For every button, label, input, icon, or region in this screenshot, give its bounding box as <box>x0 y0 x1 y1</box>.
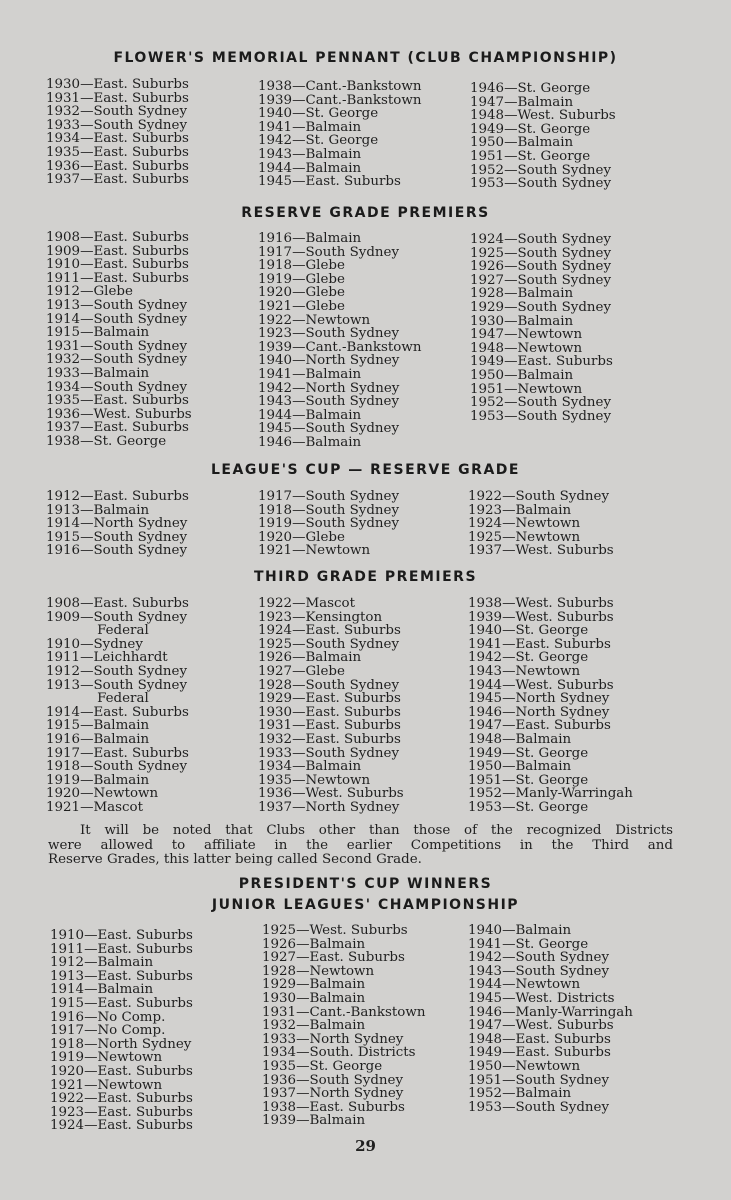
result-entry: 1935—East. Suburbs <box>46 144 189 160</box>
result-entry: 1948—West. Suburbs <box>470 108 616 124</box>
result-entry: 1948—Balmain <box>468 731 572 747</box>
result-entry: 1953—South Sydney <box>470 176 612 192</box>
result-entry: 1922—East. Suburbs <box>50 1091 193 1107</box>
result-entry: 1919—Glebe <box>258 271 345 287</box>
column-leagues-cup-2 <box>258 490 399 558</box>
result-entry: 1909—South Sydney <box>46 609 188 625</box>
result-entry: 1947—East. Suburbs <box>468 718 611 734</box>
result-entry: 1942—South Sydney <box>468 950 610 966</box>
result-entry: 1916—Balmain <box>258 231 362 246</box>
result-entry: 1941—Balmain <box>258 119 362 135</box>
result-entry: 1938—St. George <box>46 433 167 449</box>
result-entry: 1953—St. George <box>468 799 589 815</box>
result-entry: 1924—South Sydney <box>470 232 612 247</box>
result-entry: 1949—St. George <box>470 121 591 137</box>
result-entry: 1922—South Sydney <box>468 489 610 504</box>
column-third-grade-3 <box>468 597 633 815</box>
result-entry: 1952—South Sydney <box>470 162 612 178</box>
result-entry: 1942—North Sydney <box>258 380 400 396</box>
result-entry: 1942—St. George <box>468 650 589 666</box>
result-entry: 1939—Cant.-Bankstown <box>258 92 422 108</box>
result-entry: 1919—Balmain <box>46 772 150 788</box>
result-entry: 1948—East. Suburbs <box>468 1031 611 1047</box>
result-entry: 1949—East. Suburbs <box>470 354 613 370</box>
result-entry: 1918—South Sydney <box>258 502 400 518</box>
result-entry: 1935—St. George <box>262 1058 383 1074</box>
result-entry: 1951—South Sydney <box>468 1072 610 1088</box>
result-entry: 1937—North Sydney <box>258 799 400 815</box>
result-entry: 1945—North Sydney <box>468 691 610 707</box>
result-entry: 1947—West. Suburbs <box>468 1018 614 1034</box>
result-entry: 1923—South Sydney <box>258 326 400 342</box>
column-reserve-grade-3 <box>470 233 613 423</box>
section-heading-third-grade-premiers: THIRD GRADE PREMIERS <box>253 569 478 585</box>
result-entry: 1916—Balmain <box>46 731 150 747</box>
result-entry: 1945—South Sydney <box>258 421 400 437</box>
result-entry: 1943—Balmain <box>258 146 362 162</box>
result-entry: 1930—Balmain <box>470 313 574 329</box>
result-entry: 1920—Newtown <box>46 786 159 802</box>
result-entry: 1931—East. Suburbs <box>258 718 401 734</box>
result-entry: 1908—East. Suburbs <box>46 596 189 611</box>
result-entry: 1940—Balmain <box>468 923 572 938</box>
result-entry: 1925—South Sydney <box>258 636 400 652</box>
result-entry: 1912—South Sydney <box>46 663 188 679</box>
page-number: 29 <box>355 1137 376 1155</box>
column-third-grade-1 <box>46 597 189 815</box>
result-entry: 1935—East. Suburbs <box>46 393 189 409</box>
result-entry: 1943—Newtown <box>468 663 581 679</box>
result-entry: 1908—East. Suburbs <box>46 230 189 245</box>
result-entry: 1934—South Sydney <box>46 379 188 395</box>
result-entry: 1952—Balmain <box>468 1086 572 1102</box>
column-presidents-cup-2 <box>262 924 425 1128</box>
result-entry: 1946—Balmain <box>258 434 362 450</box>
result-entry: 1944—Balmain <box>258 160 362 176</box>
result-entry: 1926—Balmain <box>262 936 366 952</box>
result-entry: 1917—South Sydney <box>258 489 400 504</box>
result-entry: 1924—East. Suburbs <box>258 623 401 639</box>
result-entry: 1937—North Sydney <box>262 1086 404 1102</box>
result-entry: 1938—Cant.-Bankstown <box>258 79 422 94</box>
result-entry: 1943—South Sydney <box>258 394 400 410</box>
result-entry: 1941—Balmain <box>258 366 362 382</box>
result-entry: 1951—St. George <box>468 772 589 788</box>
result-entry: 1936—West. Suburbs <box>258 786 404 802</box>
result-entry: 1953—South Sydney <box>470 408 612 424</box>
result-entry: 1921—Mascot <box>46 799 143 815</box>
result-entry: 1925—South Sydney <box>470 245 612 261</box>
result-entry: 1936—East. Suburbs <box>46 158 189 174</box>
result-entry: 1928—Balmain <box>470 286 574 302</box>
result-entry: 1934—East. Suburbs <box>46 131 189 147</box>
result-entry: 1942—St. George <box>258 133 379 149</box>
result-entry: 1914—South Sydney <box>46 311 188 327</box>
result-entry: 1911—East. Suburbs <box>46 270 189 286</box>
result-entry: 1928—South Sydney <box>258 677 400 693</box>
section-subheading-junior-leagues: JUNIOR LEAGUES' CHAMPIONSHIP <box>211 897 520 913</box>
result-entry: 1929—East. Suburbs <box>258 691 401 707</box>
result-entry: 1925—West. Suburbs <box>262 923 408 938</box>
result-entry: 1944—West. Suburbs <box>468 677 614 693</box>
result-entry: 1949—St. George <box>468 745 589 761</box>
column-third-grade-2 <box>258 597 404 815</box>
result-entry: 1924—Newtown <box>468 516 581 532</box>
result-entry: 1951—St. George <box>470 148 591 164</box>
result-entry: 1929—Balmain <box>262 977 366 993</box>
result-entry: 1915—Balmain <box>46 718 150 734</box>
result-entry: 1950—Balmain <box>470 367 574 383</box>
result-entry: 1933—South Sydney <box>46 117 188 133</box>
column-presidents-cup-3 <box>468 924 633 1114</box>
result-entry: 1912—Glebe <box>46 284 133 300</box>
result-entry: 1926—South Sydney <box>470 259 612 275</box>
result-entry: Federal <box>46 623 149 639</box>
result-entry: 1947—Newtown <box>470 327 583 343</box>
result-entry: 1939—West. Suburbs <box>468 609 614 625</box>
result-entry: 1910—East. Suburbs <box>46 257 189 273</box>
result-entry: 1922—Mascot <box>258 596 355 611</box>
result-entry: 1950—Balmain <box>468 759 572 775</box>
result-entry: 1926—Balmain <box>258 650 362 666</box>
result-entry: 1933—South Sydney <box>258 745 400 761</box>
result-entry: 1912—Balmain <box>50 955 154 971</box>
result-entry: 1938—East. Suburbs <box>262 1099 405 1115</box>
result-entry: 1927—East. Suburbs <box>262 950 405 966</box>
result-entry: 1950—Balmain <box>470 135 574 151</box>
result-entry: 1924—East. Suburbs <box>50 1118 193 1134</box>
result-entry: 1920—East. Suburbs <box>50 1063 193 1079</box>
result-entry: 1927—Glebe <box>258 663 345 679</box>
result-entry: 1945—West. Districts <box>468 990 615 1006</box>
result-entry: 1918—South Sydney <box>46 759 188 775</box>
result-entry: 1940—St. George <box>468 623 589 639</box>
result-entry: 1920—Glebe <box>258 285 345 301</box>
result-entry: 1952—South Sydney <box>470 395 612 411</box>
result-entry: 1934—South. Districts <box>262 1045 416 1061</box>
result-entry: 1944—Newtown <box>468 977 581 993</box>
result-entry: 1917—East. Suburbs <box>46 745 189 761</box>
result-entry: 1921—Glebe <box>258 298 345 314</box>
result-entry: 1931—Cant.-Bankstown <box>262 1004 426 1020</box>
result-entry: 1913—South Sydney <box>46 297 188 313</box>
result-entry: 1914—North Sydney <box>46 516 188 532</box>
column-reserve-grade-2 <box>258 232 421 450</box>
section-heading-presidents-cup: PRESIDENT'S CUP WINNERS <box>238 876 493 892</box>
section-heading-club-championship: FLOWER'S MEMORIAL PENNANT (CLUB CHAMPIONSHIP) <box>113 50 618 66</box>
result-entry: 1932—Balmain <box>262 1018 366 1034</box>
result-entry: 1937—West. Suburbs <box>468 543 614 559</box>
note-line: Reserve Grades, this latter being called Second Grade. <box>48 852 422 867</box>
result-entry: 1932—South Sydney <box>46 352 188 368</box>
result-entry: 1933—Balmain <box>46 365 150 381</box>
result-entry: 1911—East. Suburbs <box>50 941 193 957</box>
result-entry: Federal <box>46 691 149 707</box>
result-entry: 1936—South Sydney <box>262 1072 404 1088</box>
result-entry: 1946—Manly-Warringah <box>468 1004 633 1020</box>
result-entry: 1930—East. Suburbs <box>258 704 401 720</box>
section-heading-leagues-cup: LEAGUE'S CUP — RESERVE GRADE <box>211 462 520 478</box>
column-reserve-grade-1 <box>46 231 192 449</box>
result-entry: 1911—Leichhardt <box>46 650 168 666</box>
result-entry: 1941—East. Suburbs <box>468 636 611 652</box>
column-club-championship-3 <box>470 82 616 191</box>
result-entry: 1917—No Comp. <box>50 1023 166 1039</box>
result-entry: 1913—Balmain <box>46 502 150 518</box>
result-entry: 1915—East. Suburbs <box>50 995 193 1011</box>
result-entry: 1913—East. Suburbs <box>50 968 193 984</box>
result-entry: 1912—East. Suburbs <box>46 489 189 504</box>
result-entry: 1935—Newtown <box>258 772 371 788</box>
result-entry: 1909—East. Suburbs <box>46 243 189 259</box>
result-entry: 1923—East. Suburbs <box>50 1104 193 1120</box>
result-entry: 1948—Newtown <box>470 340 583 356</box>
result-entry: 1917—South Sydney <box>258 244 400 260</box>
result-entry: 1920—Glebe <box>258 529 345 545</box>
column-leagues-cup-1 <box>46 490 189 558</box>
result-entry: 1925—Newtown <box>468 529 581 545</box>
result-entry: 1927—South Sydney <box>470 272 612 288</box>
result-entry: 1931—East. Suburbs <box>46 90 189 106</box>
note-line: were allowed to affiliate in the earlier Competitions in the Third and <box>48 837 673 853</box>
result-entry: 1947—Balmain <box>470 94 574 110</box>
column-club-championship-2 <box>258 80 421 189</box>
result-entry: 1951—Newtown <box>470 381 583 397</box>
result-entry: 1940—North Sydney <box>258 353 400 369</box>
result-entry: 1918—Glebe <box>258 258 345 274</box>
note-paragraph <box>48 824 673 868</box>
result-entry: 1910—Sydney <box>46 636 143 652</box>
result-entry: 1945—East. Suburbs <box>258 174 401 190</box>
result-entry: 1939—Balmain <box>262 1113 366 1129</box>
section-heading-reserve-grade-premiers: RESERVE GRADE PREMIERS <box>241 205 490 221</box>
result-entry: 1952—Manly-Warringah <box>468 786 633 802</box>
result-entry: 1936—West. Suburbs <box>46 406 192 422</box>
result-entry: 1921—Newtown <box>50 1077 163 1093</box>
result-entry: 1932—East. Suburbs <box>258 731 401 747</box>
result-entry: 1932—South Sydney <box>46 104 188 120</box>
result-entry: 1923—Balmain <box>468 502 572 518</box>
result-entry: 1923—Kensington <box>258 609 383 625</box>
result-entry: 1916—No Comp. <box>50 1009 166 1025</box>
result-entry: 1930—Balmain <box>262 990 366 1006</box>
result-entry: 1937—East. Suburbs <box>46 420 189 436</box>
result-entry: 1915—South Sydney <box>46 529 188 545</box>
result-entry: 1938—West. Suburbs <box>468 596 614 611</box>
result-entry: 1934—Balmain <box>258 759 362 775</box>
result-entry: 1914—Balmain <box>50 982 154 998</box>
result-entry: 1914—East. Suburbs <box>46 704 189 720</box>
result-entry: 1915—Balmain <box>46 325 150 341</box>
result-entry: 1946—North Sydney <box>468 704 610 720</box>
column-presidents-cup-1 <box>50 929 193 1133</box>
result-entry: 1930—East. Suburbs <box>46 77 189 92</box>
result-entry: 1929—South Sydney <box>470 299 612 315</box>
result-entry: 1941—St. George <box>468 936 589 952</box>
result-entry: 1922—Newtown <box>258 312 371 328</box>
result-entry: 1916—South Sydney <box>46 543 188 559</box>
result-entry: 1919—Newtown <box>50 1050 163 1066</box>
result-entry: 1919—South Sydney <box>258 516 400 532</box>
result-entry: 1913—South Sydney <box>46 677 188 693</box>
column-leagues-cup-3 <box>468 490 614 558</box>
result-entry: 1940—St. George <box>258 106 379 122</box>
column-club-championship-1 <box>46 78 189 187</box>
result-entry: 1950—Newtown <box>468 1058 581 1074</box>
result-entry: 1933—North Sydney <box>262 1031 404 1047</box>
result-entry: 1949—East. Suburbs <box>468 1045 611 1061</box>
note-line: It will be noted that Clubs other than those of the recognized Districts <box>80 823 673 838</box>
result-entry: 1918—North Sydney <box>50 1036 192 1052</box>
result-entry: 1946—St. George <box>470 81 591 96</box>
result-entry: 1953—South Sydney <box>468 1099 610 1115</box>
result-entry: 1939—Cant.-Bankstown <box>258 339 422 355</box>
result-entry: 1931—South Sydney <box>46 338 188 354</box>
result-entry: 1943—South Sydney <box>468 963 610 979</box>
result-entry: 1928—Newtown <box>262 963 375 979</box>
result-entry: 1910—East. Suburbs <box>50 928 193 943</box>
result-entry: 1921—Newtown <box>258 543 371 559</box>
result-entry: 1944—Balmain <box>258 407 362 423</box>
result-entry: 1937—East. Suburbs <box>46 172 189 188</box>
